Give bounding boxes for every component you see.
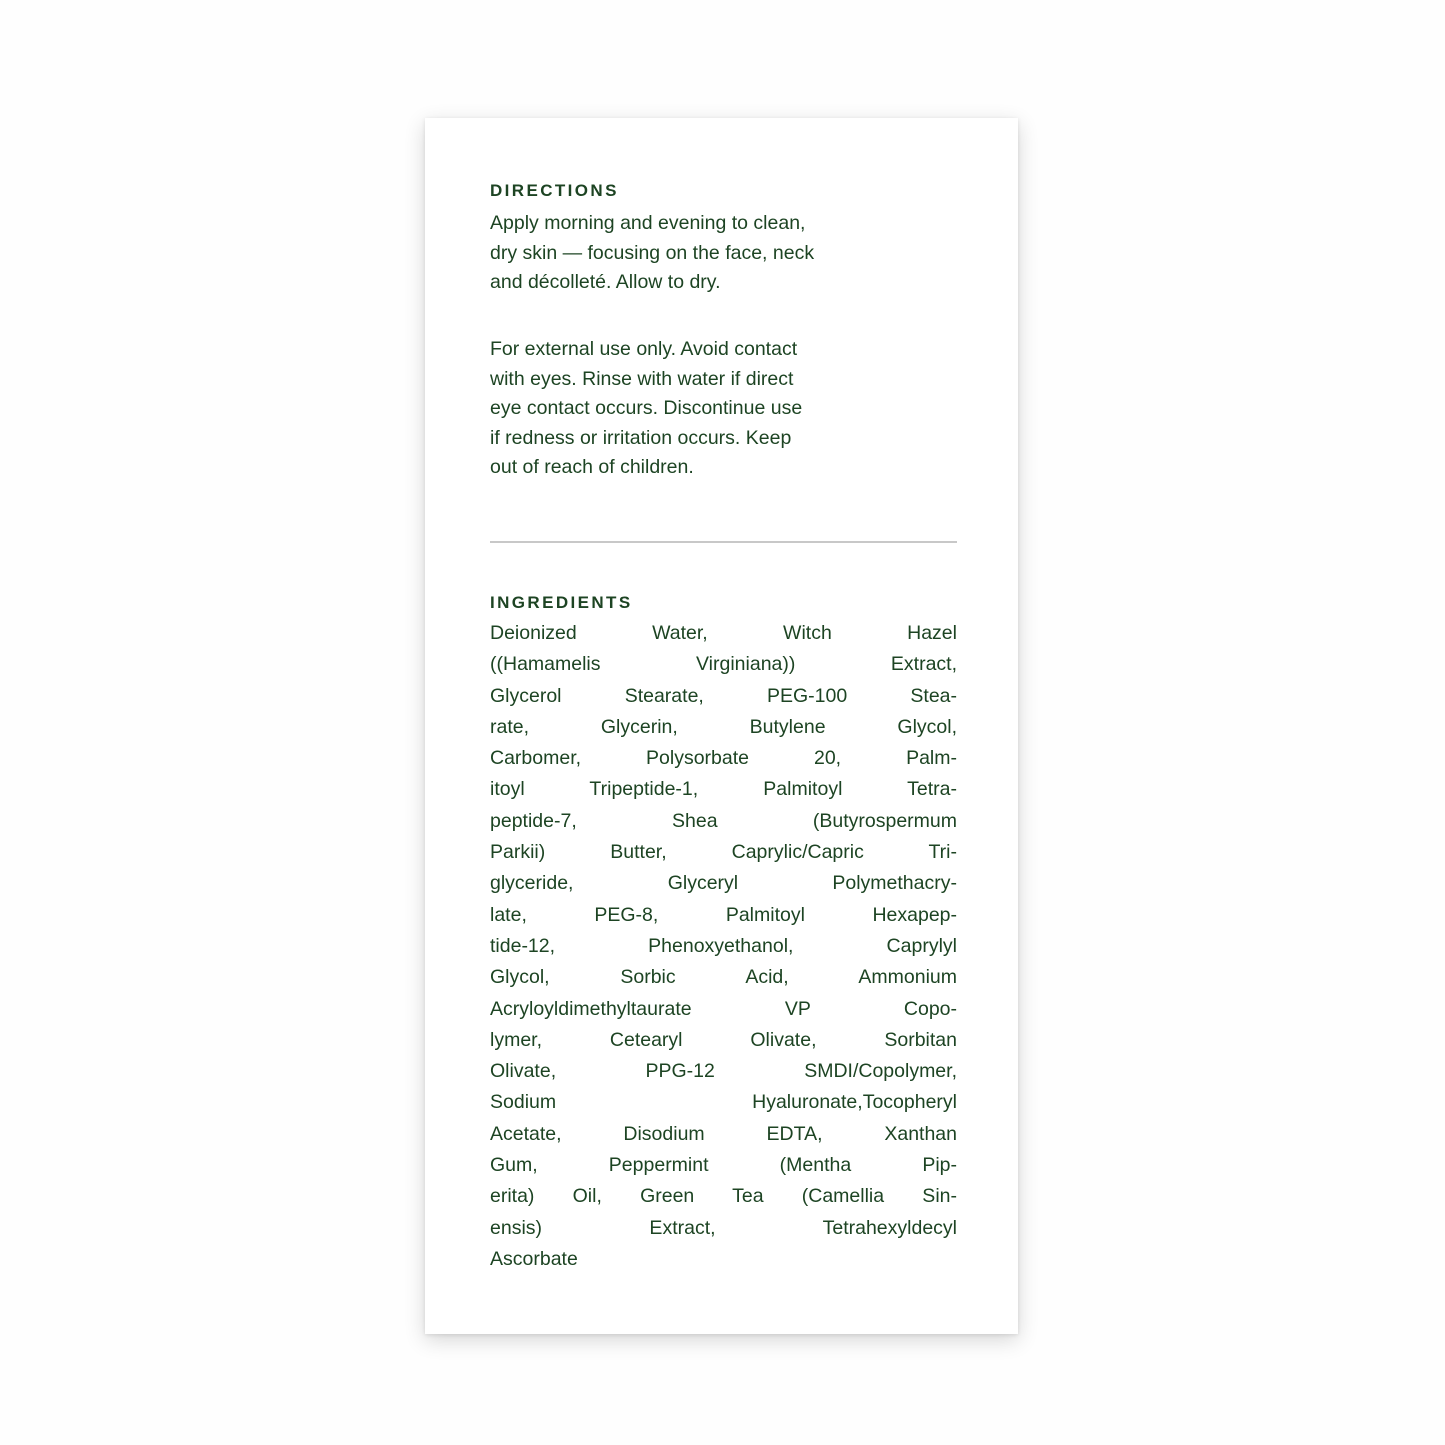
ingredient-line: glyceride, Glyceryl Polymethacry- <box>490 872 957 895</box>
ingredient-line: Olivate, PPG-12 SMDI/Copolymer, <box>490 1060 957 1083</box>
ingredient-line: itoyl Tripeptide-1, Palmitoyl Tetra- <box>490 778 957 801</box>
directions-paragraph-2 <box>490 335 957 483</box>
directions-heading: DIRECTIONS <box>490 181 619 200</box>
directions-line: out of reach of children. <box>490 456 694 478</box>
ingredient-line: tide-12, Phenoxyethanol, Caprylyl <box>490 934 957 957</box>
directions-line: eye contact occurs. Discontinue use <box>490 397 803 419</box>
ingredient-line: peptide-7, Shea (Butyrospermum <box>490 809 957 832</box>
directions-line: Apply morning and evening to clean, <box>490 212 806 234</box>
product-label-panel <box>425 118 1018 1334</box>
ingredient-line: lymer, Cetearyl Olivate, Sorbitan <box>490 1028 957 1051</box>
directions-line: dry skin — focusing on the face, neck <box>490 241 815 264</box>
ingredient-line: Carbomer, Polysorbate 20, Palm- <box>490 747 957 770</box>
section-divider <box>490 541 957 543</box>
ingredient-line: Ascorbate <box>490 1247 578 1270</box>
ingredient-line: Deionized Water, Witch Hazel <box>490 622 957 644</box>
directions-line: with eyes. Rinse with water if direct <box>490 367 794 390</box>
directions-line: For external use only. Avoid contact <box>490 338 798 360</box>
directions-line: if redness or irritation occurs. Keep <box>490 426 792 449</box>
ingredient-line: rate, Glycerin, Butylene Glycol, <box>490 715 957 738</box>
ingredient-line: Gum, Peppermint (Mentha Pip- <box>490 1154 957 1177</box>
directions-line: and décolleté. Allow to dry. <box>490 271 721 293</box>
ingredients-heading: INGREDIENTS <box>490 593 633 612</box>
ingredient-line: Acetate, Disodium EDTA, Xanthan <box>490 1122 957 1145</box>
ingredient-line: Sodium Hyaluronate,Tocopheryl <box>490 1091 957 1114</box>
directions-paragraph-1 <box>490 209 957 298</box>
ingredient-line: Acryloyldimethyltaurate VP Copo- <box>490 997 957 1020</box>
ingredient-line: Glycerol Stearate, PEG-100 Stea- <box>490 684 957 707</box>
ingredients-text <box>490 618 957 1275</box>
ingredient-line: ensis) Extract, Tetrahexyldecyl <box>490 1216 957 1239</box>
ingredient-line: Glycol, Sorbic Acid, Ammonium <box>490 966 957 989</box>
ingredient-line: Parkii) Butter, Caprylic/Capric Tri- <box>490 841 957 864</box>
ingredient-line: late, PEG-8, Palmitoyl Hexapep- <box>490 903 957 926</box>
ingredient-line: ((Hamamelis Virginiana)) Extract, <box>490 653 957 676</box>
ingredient-line: erita) Oil, Green Tea (Camellia Sin- <box>490 1185 957 1208</box>
